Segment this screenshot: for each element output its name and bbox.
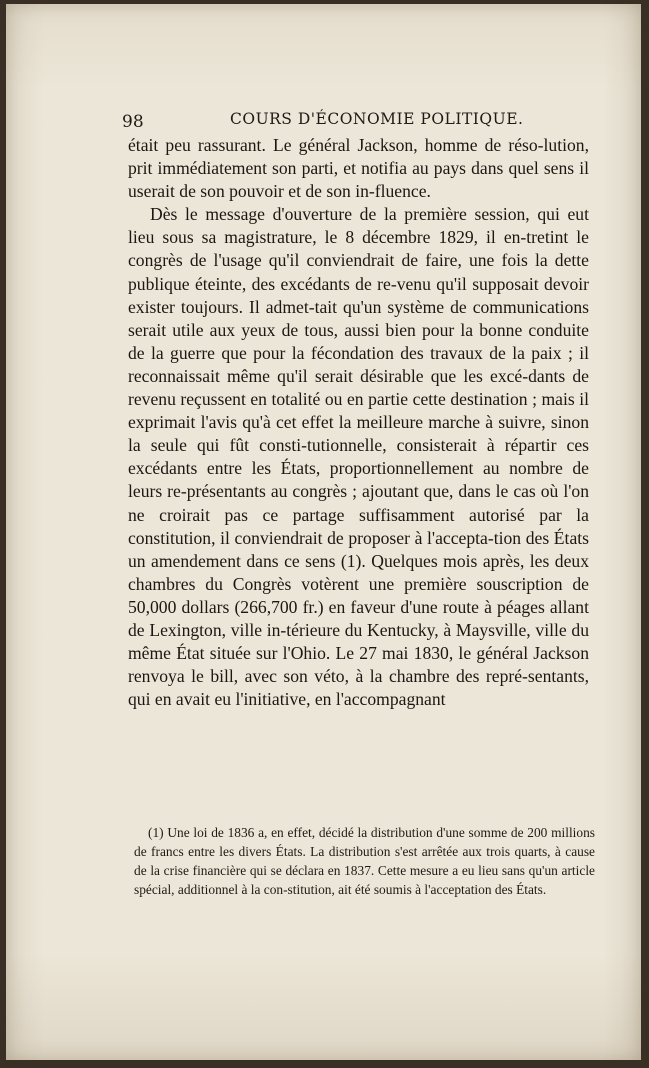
book-page — [6, 4, 641, 1060]
paragraph: Dès le message d'ouverture de la première session, qui eut lieu sous sa magistrature, le 8 décembre 1829, il en-tretint le congrès de l'usage qu'il conviendrait de faire, une fois la dette publique éteinte, des excédants de re-venu qu'il supposait devoir exister toujours. Il admet-tait qu'un système de communications serait utile aux yeux de tous, aussi bien pour la bonne conduite de la guerre que pour la fécondation des travaux de la paix ; il reconnaissait même qu'il serait désirable que les excé-dants de revenu reçussent en totalité ou en partie cette destination ; mais il exprimait l'avis qu'à cet effet la meilleure marche à suivre, sinon la seule qui fût consti-tutionnelle, consisterait à répartir ces excédants entre les États, proportionnellement au nombre de leurs re-présentants au congrès ; ajoutant que, dans le cas où l'on ne croirait pas ce partage suffisamment autorisé par la constitution, il conviendrait de proposer à l'accepta-tion des États un amendement dans ce sens (1). Quelques mois après, les deux chambres du Congrès votèrent une première souscription de 50,000 dollars (266,700 fr.) en faveur d'une route à péages allant de Lexington, ville in-térieure du Kentucky, à Maysville, ville du même État située sur l'Ohio. Le 27 mai 1830, le général Jackson renvoya le bill, avec son véto, à la chambre des repré-sentants, qui en avait eu l'initiative, en l'accompagnant — [128, 204, 589, 710]
running-title: COURS D'ÉCONOMIE POLITIQUE. — [230, 110, 524, 128]
page-header — [122, 110, 592, 134]
page-number: 98 — [122, 112, 144, 132]
paragraph: était peu rassurant. Le général Jackson, homme de réso-lution, prit immédiatement son parti, et notifia au pays dans quel sens il userait de son pouvoir et de son in-fluence. — [128, 135, 589, 202]
footnote-text: (1) Une loi de 1836 a, en effet, décidé la distribution d'une somme de 200 millions de francs entre les divers États. La distribution s'est arrêtée aux trois quarts, à cause de la crise financière qui se déclara en 1837. Cette mesure a eu lieu sans qu'un article spécial, additionnel à la con-stitution, ait été soumis à l'acceptation des États. — [134, 825, 595, 897]
footnote — [134, 823, 595, 899]
main-text — [128, 134, 589, 711]
